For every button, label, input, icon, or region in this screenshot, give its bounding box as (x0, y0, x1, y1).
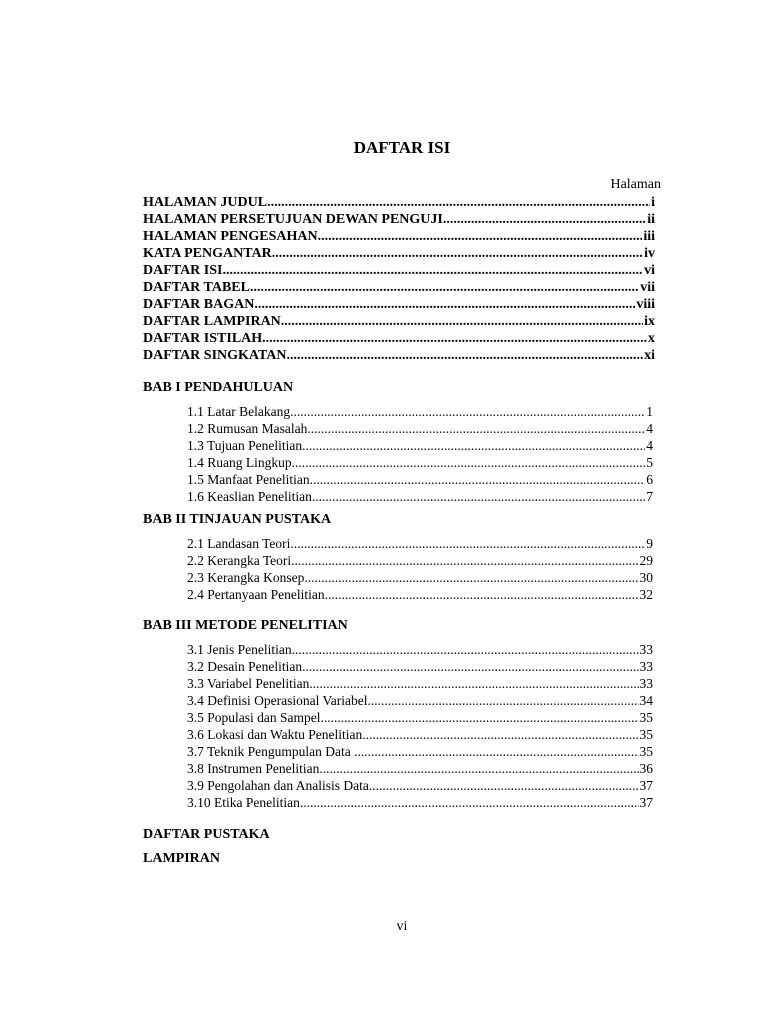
chapter-heading: BAB II TINJAUAN PUSTAKA (143, 512, 332, 527)
front-matter-list (143, 194, 655, 364)
toc-entry-title: DAFTAR ISTILAH (143, 331, 263, 346)
toc-entry (187, 709, 653, 726)
toc-entry (187, 743, 653, 760)
dot-leader (290, 403, 645, 420)
toc-entry-page: 33 (639, 642, 653, 657)
toc-entry (143, 296, 655, 313)
toc-entry-page: 34 (639, 693, 653, 708)
toc-entry (187, 569, 653, 586)
toc-entry-title: 1.4 Ruang Lingkup (187, 455, 292, 470)
dot-leader (309, 675, 638, 692)
toc-entry-title: DAFTAR LAMPIRAN (143, 314, 281, 329)
dot-leader (292, 641, 639, 658)
toc-entry-page: 33 (639, 676, 653, 691)
toc-entry-title: 3.6 Lokasi dan Waktu Penelitian (187, 727, 363, 742)
page-title: DAFTAR ISI (353, 138, 451, 157)
toc-entry (143, 347, 655, 364)
toc-entry (187, 692, 653, 709)
toc-entry (143, 262, 655, 279)
page-number: vi (396, 919, 408, 934)
toc-entry (143, 211, 655, 228)
dot-leader (321, 709, 639, 726)
dot-leader (291, 552, 638, 569)
chapter-heading: BAB I PENDAHULUAN (143, 380, 294, 395)
toc-entry (187, 586, 653, 603)
toc-entry-page: 37 (639, 795, 653, 810)
toc-entry (187, 658, 653, 675)
dot-leader (272, 245, 643, 262)
toc-entry (187, 488, 653, 505)
toc-entry (143, 279, 655, 296)
dot-leader (292, 454, 646, 471)
dot-leader (302, 658, 638, 675)
section-list (187, 641, 653, 811)
toc-entry (143, 245, 655, 262)
dot-leader (267, 194, 650, 211)
toc-entry-title: HALAMAN PERSETUJUAN DEWAN PENGUJI (143, 212, 443, 227)
dot-leader (290, 535, 645, 552)
toc-entry (187, 471, 653, 488)
dot-leader (362, 726, 638, 743)
toc-entry-title: 3.9 Pengolahan dan Analisis Data (187, 778, 369, 793)
toc-entry-title: 3.3 Variabel Penelitian (187, 676, 310, 691)
toc-entry-page: 32 (639, 587, 653, 602)
toc-entry (187, 760, 653, 777)
toc-entry-page: ix (644, 314, 655, 329)
toc-entry-title: HALAMAN JUDUL (143, 195, 268, 210)
dot-leader (325, 586, 639, 603)
dot-leader (300, 794, 639, 811)
toc-entry-page: iii (643, 229, 655, 244)
section-list (187, 535, 653, 603)
dot-leader (287, 347, 644, 364)
dot-leader (367, 692, 638, 709)
toc-entry-page: vii (640, 280, 655, 295)
toc-entry-title: 2.4 Pertanyaan Penelitian (187, 587, 325, 602)
back-matter-heading: LAMPIRAN (143, 851, 220, 866)
toc-entry-title: 3.7 Teknik Pengumpulan Data (187, 744, 355, 759)
toc-entry-page: 4 (646, 438, 653, 453)
dot-leader (222, 262, 643, 279)
toc-entry (187, 535, 653, 552)
toc-entry-page: 1 (646, 404, 653, 419)
dot-leader (304, 569, 638, 586)
toc-entry (187, 675, 653, 692)
dot-leader (354, 743, 638, 760)
toc-entry-title: DAFTAR TABEL (143, 280, 250, 295)
toc-entry-title: 1.5 Manfaat Penelitian (187, 472, 310, 487)
toc-entry (187, 437, 653, 454)
toc-entry (143, 313, 655, 330)
back-matter-heading: DAFTAR PUSTAKA (143, 827, 270, 842)
toc-entry-title: 1.6 Keaslian Penelitian (187, 489, 312, 504)
toc-entry-title: 1.2 Rumusan Masalah (187, 421, 308, 436)
dot-leader (262, 330, 647, 347)
toc-entry-page: 5 (646, 455, 653, 470)
toc-entry-page: 9 (646, 536, 653, 551)
toc-entry-page: vi (644, 263, 655, 278)
toc-entry (187, 777, 653, 794)
toc-entry-page: ii (647, 212, 655, 227)
toc-entry-page: 7 (646, 489, 653, 504)
toc-entry-page: 33 (639, 659, 653, 674)
toc-entry-title: KATA PENGANTAR (143, 246, 272, 261)
toc-entry-title: 1.3 Tujuan Penelitian (187, 438, 303, 453)
toc-entry-title: 3.8 Instrumen Penelitian (187, 761, 320, 776)
dot-leader (312, 488, 645, 505)
toc-entry-title: DAFTAR ISI (143, 263, 223, 278)
dot-leader (369, 777, 639, 794)
toc-entry-title: HALAMAN PENGESAHAN (143, 229, 318, 244)
toc-entry (143, 330, 655, 347)
toc-entry-page: i (651, 195, 655, 210)
dot-leader (254, 296, 635, 313)
dot-leader (319, 760, 638, 777)
toc-entry-title: 3.4 Definisi Operasional Variabel (187, 693, 368, 708)
toc-entry (143, 228, 655, 245)
toc-entry (187, 454, 653, 471)
toc-entry-title: 2.3 Kerangka Konsep (187, 570, 305, 585)
toc-entry (187, 641, 653, 658)
toc-entry-title: 3.2 Desain Penelitian (187, 659, 303, 674)
section-list (187, 403, 653, 505)
page-column-label: Halaman (610, 177, 661, 192)
toc-entry (143, 194, 655, 211)
toc-entry-title: DAFTAR SINGKATAN (143, 348, 287, 363)
toc-entry (187, 552, 653, 569)
toc-entry-page: viii (636, 297, 655, 312)
toc-entry (187, 726, 653, 743)
toc-entry-title: 3.1 Jenis Penelitian (187, 642, 292, 657)
toc-entry-page: xi (644, 348, 655, 363)
toc-entry-title: 2.2 Kerangka Teori (187, 553, 292, 568)
dot-leader (318, 228, 643, 245)
chapter-heading: BAB III METODE PENELITIAN (143, 618, 348, 633)
dot-leader (310, 471, 646, 488)
dot-leader (307, 420, 645, 437)
toc-entry-page: 37 (639, 778, 653, 793)
toc-entry-page: 4 (646, 421, 653, 436)
toc-entry-page: iv (644, 246, 655, 261)
toc-entry-title: 3.5 Populasi dan Sampel (187, 710, 321, 725)
toc-entry-title: DAFTAR BAGAN (143, 297, 255, 312)
dot-leader (443, 211, 646, 228)
toc-entry-page: 6 (646, 472, 653, 487)
dot-leader (302, 437, 645, 454)
toc-entry-page: 35 (639, 710, 653, 725)
toc-entry-page: 29 (639, 553, 653, 568)
toc-entry (187, 403, 653, 420)
dot-leader (281, 313, 643, 330)
toc-entry (187, 794, 653, 811)
toc-entry-title: 2.1 Landasan Teori (187, 536, 291, 551)
toc-entry-page: 35 (639, 727, 653, 742)
toc-entry-title: 1.1 Latar Belakang (187, 404, 291, 419)
toc-entry-title: 3.10 Etika Penelitian (187, 795, 300, 810)
toc-entry-page: 30 (639, 570, 653, 585)
toc-entry-page: 35 (639, 744, 653, 759)
toc-entry-page: x (648, 331, 655, 346)
toc-entry (187, 420, 653, 437)
dot-leader (250, 279, 639, 296)
toc-entry-page: 36 (639, 761, 653, 776)
